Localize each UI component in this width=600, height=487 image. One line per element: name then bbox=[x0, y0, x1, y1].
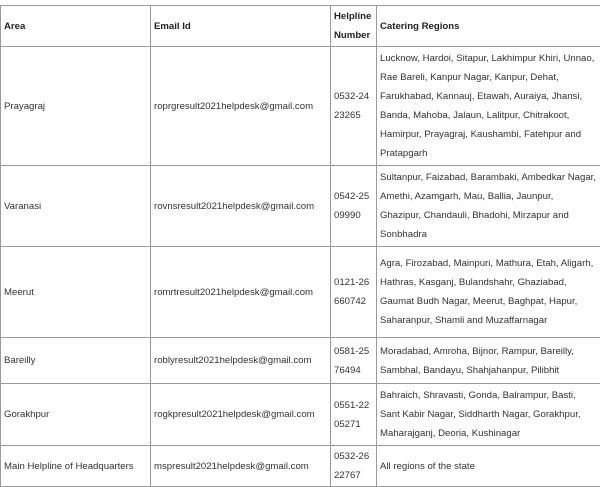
phone-cell: 0542-2509990 bbox=[331, 166, 377, 247]
phone-cell: 0551-2205271 bbox=[331, 384, 377, 446]
area-cell: Main Helpline of Headquarters bbox=[1, 446, 151, 487]
phone-cell: 0532-2423265 bbox=[331, 47, 377, 166]
helpline-table bbox=[0, 5, 600, 487]
header-helpline: Helpline Number bbox=[331, 6, 377, 47]
header-regions: Catering Regions bbox=[377, 6, 600, 47]
table-row bbox=[1, 247, 600, 338]
email-cell: romrtresult2021helpdesk@gmail.com bbox=[151, 247, 331, 338]
area-cell: Prayagraj bbox=[1, 47, 151, 166]
area-cell: Bareilly bbox=[1, 338, 151, 384]
phone-cell: 0532-2622767 bbox=[331, 446, 377, 487]
phone-cell: 0581-2576494 bbox=[331, 338, 377, 384]
header-area: Area bbox=[1, 6, 151, 47]
phone-cell: 0121-26660742 bbox=[331, 247, 377, 338]
regions-cell: Moradabad, Amroha, Bijnor, Rampur, Bareilly, Sambhal, Bandayu, Shahjahanpur, Pilibhit bbox=[377, 338, 600, 384]
email-cell: roblyresult2021helpdesk@gmail.com bbox=[151, 338, 331, 384]
area-cell: Varanasi bbox=[1, 166, 151, 247]
regions-cell: Agra, Firozabad, Mainpuri, Mathura, Etah, Aligarh, Hathras, Kasganj, Bulandshahr, Ghaziabad, Gaumat Budh Nagar, Meerut, Baghpat, Hapur, Saharanpur, Shamli and Muzaffarnagar bbox=[377, 247, 600, 338]
cropped-text-strip bbox=[0, 0, 600, 4]
regions-cell: Bahraich, Shravasti, Gonda, Balrampur, Basti, Sant Kabir Nagar, Siddharth Nagar, Gorakhpur, Maharajganj, Deoria, Kushinagar bbox=[377, 384, 600, 446]
email-cell: mspresult2021helpdesk@gmail.com bbox=[151, 446, 331, 487]
email-cell: rovnsresult2021helpdesk@gmail.com bbox=[151, 166, 331, 247]
regions-cell: All regions of the state bbox=[377, 446, 600, 487]
regions-cell: Lucknow, Hardoi, Sitapur, Lakhimpur Khiri, Unnao, Rae Bareli, Kanpur Nagar, Kanpur, Dehat, Farukhabad, Kannauj, Etawah, Auraiya, Jhansi, Banda, Mahoba, Jalaun, Lalitpur, Chitrakoot, Hamirpur, Prayagraj, Kaushambi, Fatehpur and Pratapgarh bbox=[377, 47, 600, 166]
table-row bbox=[1, 384, 600, 446]
regions-cell: Sultanpur, Faizabad, Barambaki, Ambedkar Nagar, Amethi, Azamgarh, Mau, Ballia, Jaunpur, Ghazipur, Chandauli, Bhadohi, Mirzapur and Sonbhadra bbox=[377, 166, 600, 247]
area-cell: Gorakhpur bbox=[1, 384, 151, 446]
table-row bbox=[1, 47, 600, 166]
table-row bbox=[1, 338, 600, 384]
email-cell: roprgresult2021helpdesk@gmail.com bbox=[151, 47, 331, 166]
header-email: Email Id bbox=[151, 6, 331, 47]
table-header-row bbox=[1, 6, 600, 47]
email-cell: rogkpresult2021helpdesk@gmail.com bbox=[151, 384, 331, 446]
table-row bbox=[1, 446, 600, 487]
table-row bbox=[1, 166, 600, 247]
area-cell: Meerut bbox=[1, 247, 151, 338]
